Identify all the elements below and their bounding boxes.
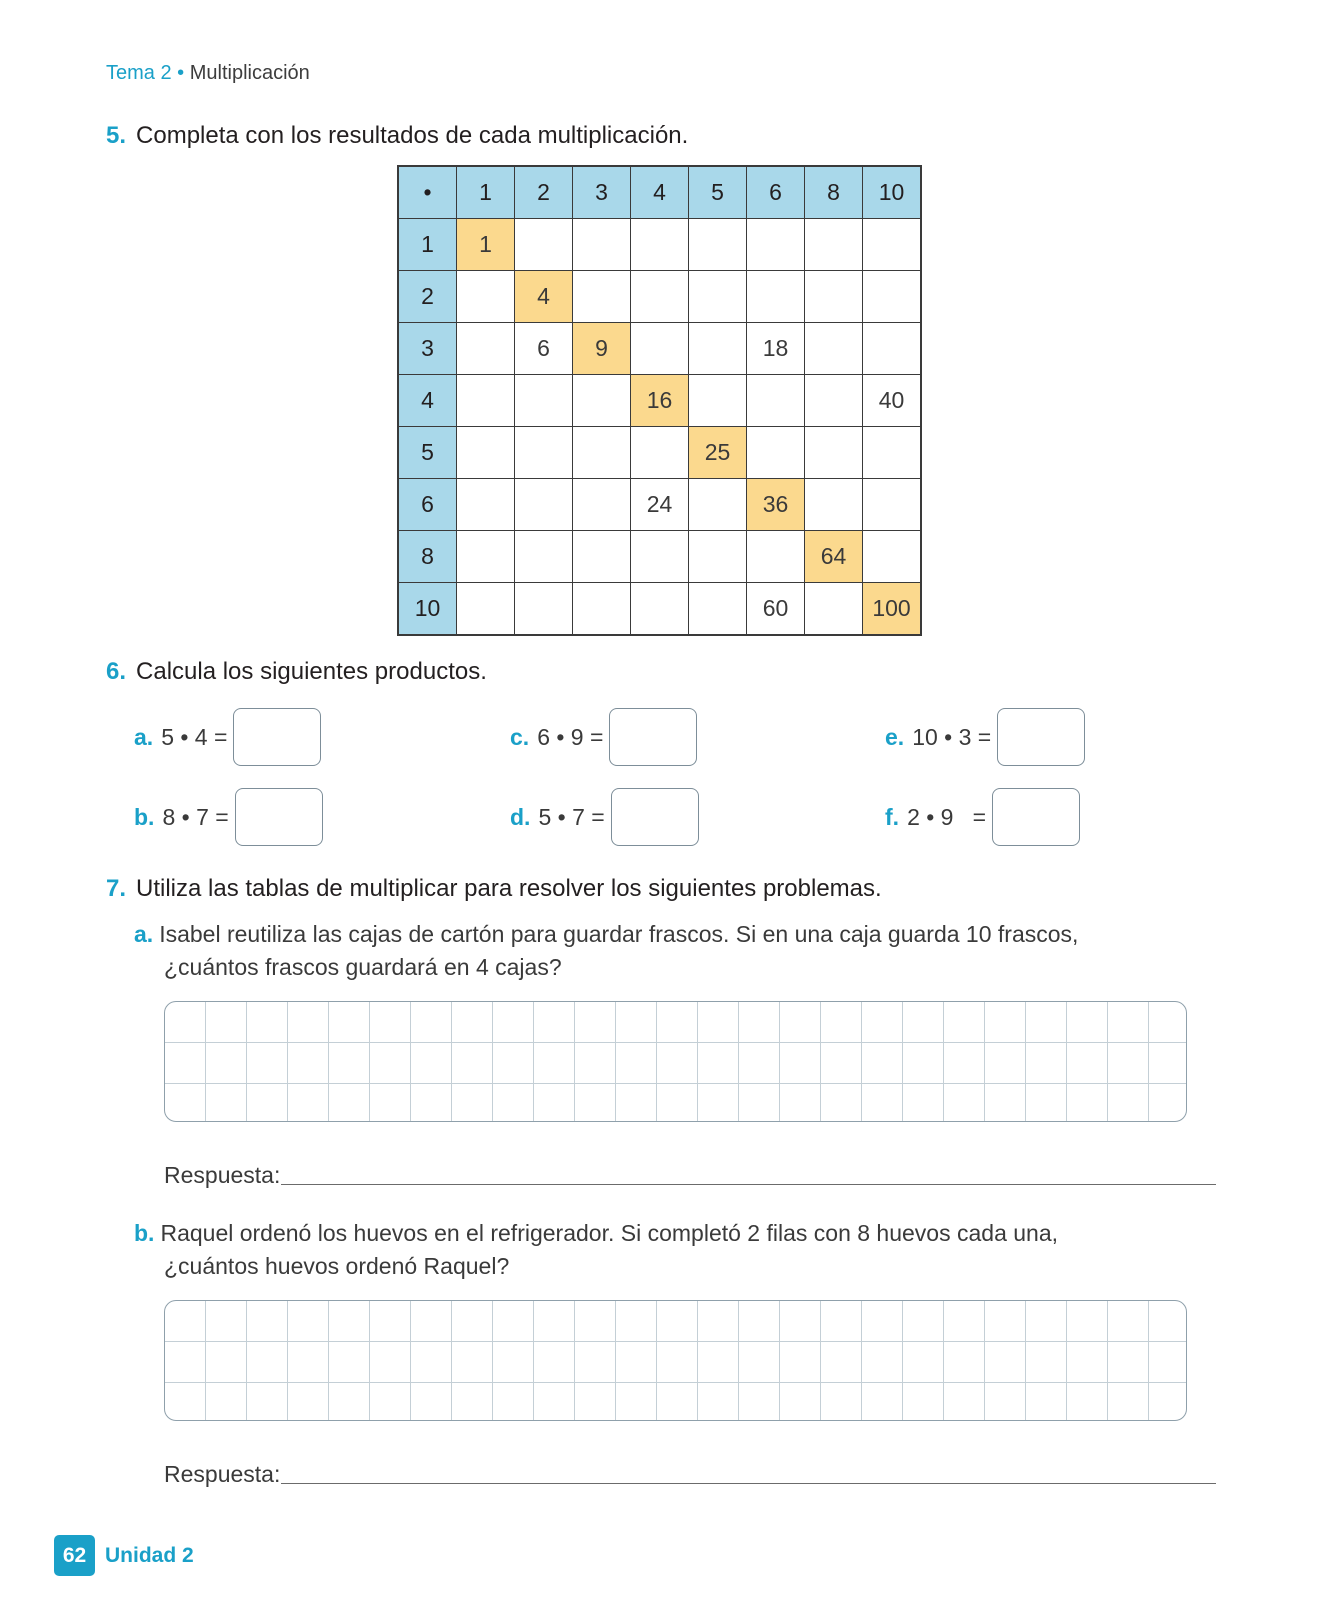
table-cell[interactable]	[515, 531, 573, 583]
table-cell[interactable]	[863, 271, 922, 323]
table-cell[interactable]: 40	[863, 375, 922, 427]
table-cell[interactable]	[805, 323, 863, 375]
answer-box[interactable]	[609, 708, 697, 766]
table-row	[398, 427, 921, 479]
question-5-title	[106, 122, 688, 150]
table-cell[interactable]	[689, 531, 747, 583]
product-expression: 8 • 7 =	[162, 803, 229, 830]
question-number: 7.	[106, 875, 127, 902]
column-header: 6	[747, 166, 805, 219]
question-6-title	[106, 658, 487, 686]
answer-box[interactable]	[611, 788, 699, 846]
row-header: 1	[398, 219, 457, 271]
table-cell[interactable]	[805, 375, 863, 427]
table-cell[interactable]	[805, 583, 863, 636]
table-cell[interactable]: 9	[573, 323, 631, 375]
table-row	[398, 583, 921, 636]
column-header: 5	[689, 166, 747, 219]
row-header: 2	[398, 271, 457, 323]
problem-a	[134, 918, 1134, 984]
product-item-a	[134, 708, 321, 766]
table-cell[interactable]: 16	[631, 375, 689, 427]
product-item-d	[510, 788, 699, 846]
answer-label: Respuesta:	[164, 1461, 281, 1487]
table-cell[interactable]: 6	[515, 323, 573, 375]
product-item-f	[885, 788, 1080, 846]
answer-box[interactable]	[233, 708, 321, 766]
question-text: Completa con los resultados de cada multiplicación.	[136, 122, 689, 149]
table-cell[interactable]	[747, 219, 805, 271]
multiplication-table	[397, 165, 922, 636]
column-header: 3	[573, 166, 631, 219]
table-cell[interactable]	[863, 531, 922, 583]
table-cell[interactable]	[863, 427, 922, 479]
question-number: 6.	[106, 658, 127, 685]
table-cell[interactable]	[515, 583, 573, 636]
row-header: 10	[398, 583, 457, 636]
table-cell[interactable]	[515, 427, 573, 479]
column-header: 4	[631, 166, 689, 219]
work-grid[interactable]	[164, 1001, 1187, 1122]
table-cell[interactable]: 64	[805, 531, 863, 583]
answer-line[interactable]	[281, 1483, 1216, 1484]
table-cell[interactable]	[631, 271, 689, 323]
table-cell[interactable]	[805, 271, 863, 323]
problem-text-line2: ¿cuántos huevos ordenó Raquel?	[164, 1253, 510, 1279]
topic-label: Tema 2	[106, 62, 172, 84]
item-label: d.	[510, 803, 531, 830]
table-cell[interactable]	[805, 479, 863, 531]
table-cell[interactable]	[457, 271, 515, 323]
unit-label: Unidad 2	[105, 1543, 194, 1567]
item-label: f.	[885, 803, 900, 830]
table-cell[interactable]	[689, 323, 747, 375]
table-cell[interactable]	[573, 219, 631, 271]
table-cell[interactable]	[805, 219, 863, 271]
table-cell[interactable]	[457, 479, 515, 531]
table-cell[interactable]	[457, 323, 515, 375]
table-cell[interactable]: 4	[515, 271, 573, 323]
table-cell[interactable]	[631, 323, 689, 375]
table-cell[interactable]	[689, 375, 747, 427]
row-header: 8	[398, 531, 457, 583]
page-footer	[54, 1535, 194, 1576]
table-cell[interactable]	[863, 479, 922, 531]
table-cell[interactable]	[573, 479, 631, 531]
problem-label: a.	[134, 921, 154, 947]
table-cell[interactable]	[747, 427, 805, 479]
table-cell[interactable]	[457, 583, 515, 636]
table-cell[interactable]: 60	[747, 583, 805, 636]
table-cell[interactable]: 18	[747, 323, 805, 375]
product-expression: 6 • 9 =	[537, 723, 604, 750]
item-label: a.	[134, 723, 154, 750]
question-number: 5.	[106, 122, 127, 149]
table-row	[398, 219, 921, 271]
table-cell[interactable]	[689, 479, 747, 531]
table-cell[interactable]	[573, 583, 631, 636]
table-header-row	[398, 166, 921, 219]
product-item-b	[134, 788, 323, 846]
topic-header	[106, 62, 310, 85]
topic-bullet: •	[177, 62, 185, 84]
topic-subject: Multiplicación	[189, 62, 310, 84]
answer-box[interactable]	[235, 788, 323, 846]
answer-box[interactable]	[992, 788, 1080, 846]
table-cell[interactable]: 24	[631, 479, 689, 531]
table-row	[398, 271, 921, 323]
table-cell[interactable]	[689, 219, 747, 271]
row-header: 3	[398, 323, 457, 375]
item-label: e.	[885, 723, 905, 750]
product-expression: 5 • 7 =	[538, 803, 605, 830]
page-number: 62	[54, 1535, 95, 1576]
table-cell[interactable]	[689, 583, 747, 636]
table-cell[interactable]	[805, 427, 863, 479]
table-cell[interactable]	[573, 427, 631, 479]
table-row	[398, 479, 921, 531]
table-cell[interactable]	[573, 531, 631, 583]
table-cell[interactable]	[515, 479, 573, 531]
item-label: b.	[134, 803, 155, 830]
problem-text-line1: Isabel reutiliza las cajas de cartón para guardar frascos. Si en una caja guarda 10 frascos,	[159, 921, 1079, 947]
table-cell[interactable]	[747, 375, 805, 427]
table-cell[interactable]	[573, 271, 631, 323]
column-header: 10	[863, 166, 922, 219]
table-cell[interactable]: 36	[747, 479, 805, 531]
product-expression: 10 • 3 =	[912, 723, 992, 750]
work-grid[interactable]	[164, 1300, 1187, 1421]
question-7-title	[106, 875, 882, 903]
table-cell[interactable]: 1	[457, 219, 515, 271]
table-row	[398, 375, 921, 427]
problem-text-line1: Raquel ordenó los huevos en el refrigerador. Si completó 2 filas con 8 huevos cada una,	[160, 1220, 1059, 1246]
row-header: 5	[398, 427, 457, 479]
table-cell[interactable]	[515, 219, 573, 271]
column-header: 8	[805, 166, 863, 219]
answer-line[interactable]	[281, 1184, 1216, 1185]
table-cell[interactable]	[457, 427, 515, 479]
product-expression: 2 • 9 =	[907, 803, 987, 830]
table-cell[interactable]	[631, 219, 689, 271]
question-text: Calcula los siguientes productos.	[136, 658, 487, 685]
table-cell[interactable]	[631, 583, 689, 636]
problem-label: b.	[134, 1220, 155, 1246]
table-cell[interactable]: 25	[689, 427, 747, 479]
problem-b	[134, 1217, 1134, 1283]
table-cell[interactable]	[573, 375, 631, 427]
product-item-c	[510, 708, 697, 766]
table-cell[interactable]	[863, 219, 922, 271]
table-cell[interactable]	[631, 531, 689, 583]
table-row	[398, 323, 921, 375]
item-label: c.	[510, 723, 530, 750]
table-corner-cell: •	[398, 166, 457, 219]
table-cell[interactable]	[689, 271, 747, 323]
table-cell[interactable]	[515, 375, 573, 427]
column-header: 1	[457, 166, 515, 219]
answer-label: Respuesta:	[164, 1162, 281, 1188]
product-expression: 5 • 4 =	[161, 723, 228, 750]
product-item-e	[885, 708, 1085, 766]
table-cell[interactable]	[631, 427, 689, 479]
row-header: 4	[398, 375, 457, 427]
table-cell[interactable]	[747, 271, 805, 323]
answer-box[interactable]	[997, 708, 1085, 766]
table-cell[interactable]	[457, 375, 515, 427]
table-cell[interactable]	[747, 531, 805, 583]
table-cell[interactable]	[457, 531, 515, 583]
table-cell[interactable]: 100	[863, 583, 922, 636]
column-header: 2	[515, 166, 573, 219]
row-header: 6	[398, 479, 457, 531]
table-cell[interactable]	[863, 323, 922, 375]
problem-text-line2: ¿cuántos frascos guardará en 4 cajas?	[164, 954, 562, 980]
question-text: Utiliza las tablas de multiplicar para resolver los siguientes problemas.	[136, 875, 882, 902]
table-row	[398, 531, 921, 583]
